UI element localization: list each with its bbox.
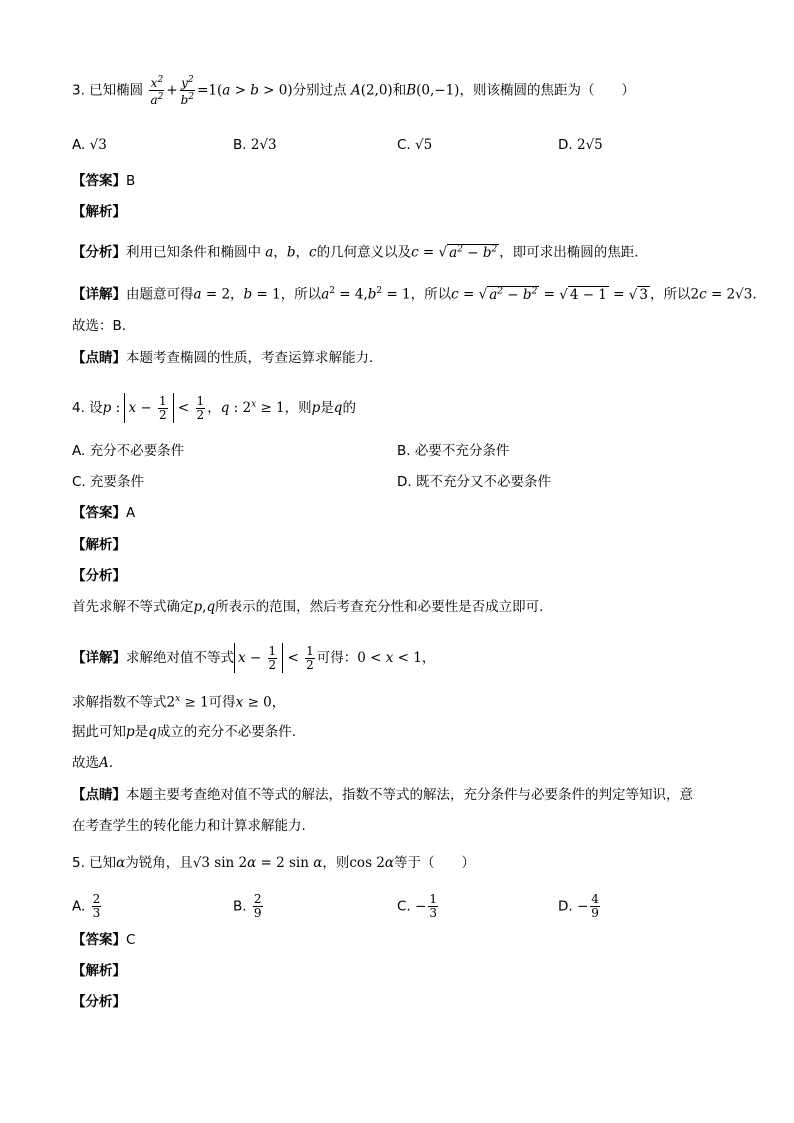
detail-text-c: ，所以 <box>410 286 452 303</box>
option-letter: A. <box>72 443 86 459</box>
q3-option-d[interactable] <box>558 135 603 155</box>
option-value: 充要条件 <box>90 474 145 490</box>
q3-frac-y: $\frac{y^2}{b^2}$ <box>180 75 195 107</box>
option-letter: B. <box>397 443 411 459</box>
fenxi-label: 【分析】 <box>72 994 126 1010</box>
fenxi-text-c: ，即可求出椭圆的焦距． <box>499 244 648 261</box>
fenxi-text: 利用已知条件和椭圆中 <box>126 244 261 261</box>
detail-label: 【详解】 <box>72 286 126 303</box>
q3-fenxi: 【分析】利用已知条件和椭圆中 a，b，c的几何意义以及c = √ $a^2 - b^2$ ，即可求出椭圆的焦距． <box>72 239 648 263</box>
q4-fenxi: 首先求解不等式确定p,q所表示的范围，然后考查充分性和必要性是否成立即可. <box>72 599 544 615</box>
answer-value: B <box>126 173 136 189</box>
q4-stem-suffix: ，则 <box>284 400 312 416</box>
detail-label: 【详解】 <box>72 650 126 666</box>
answer-value: C <box>126 932 136 948</box>
fenxi-label: 【分析】 <box>72 568 126 584</box>
option-letter: C. <box>397 898 411 915</box>
option-frac <box>92 893 102 920</box>
detail-text-b: 可得 <box>208 694 236 711</box>
frac: $\frac{1}{2}$ <box>159 393 167 422</box>
frac-num: 1 <box>429 892 437 906</box>
option-sign: − <box>415 898 427 915</box>
option-value: 必要不充分条件 <box>414 443 510 459</box>
q3-option-b[interactable] <box>233 135 277 155</box>
answer-value: A <box>126 505 136 521</box>
q3-stem-prefix: 3. 已知椭圆 <box>72 82 144 99</box>
option-value: 2√5 <box>576 137 603 153</box>
fenxi-label: 【分析】 <box>72 244 126 261</box>
q5-fenxi-heading <box>72 992 126 1012</box>
frac-den: 9 <box>591 906 599 920</box>
answer-label: 【答案】 <box>72 173 126 189</box>
q4-option-b[interactable] <box>397 441 509 461</box>
frac: $\frac{1}{2}$ <box>306 643 314 672</box>
option-value: 既不充分又不必要条件 <box>415 474 551 490</box>
q4-comment <box>72 785 693 805</box>
option-frac <box>253 893 263 920</box>
option-letter: C. <box>397 137 411 153</box>
q4-stem-prefix: 4. 设 <box>72 400 103 416</box>
frac-den: 9 <box>253 906 262 920</box>
q5-stem-a: 为锐角，且 <box>125 855 193 871</box>
analysis-label: 【解析】 <box>72 963 126 979</box>
q5-answer <box>72 930 135 950</box>
q4-stem: 4. 设p : x − $\frac{1}{2}$ < $\frac{1}{2}$ ，q : $2^x \ge 1$，则p是q的 <box>72 393 356 422</box>
q3-detail: 【详解】由题意可得a = 2，b = 1，所以$a^2 = 4,b^2 = 1$，所以c = √ $a^2 - b^2$ = √ 4 − 1 = √ 3 ，所以2c = 2√3. <box>72 281 757 305</box>
q4-detail-line3: 据此可知p是q成立的充分不必要条件. <box>72 724 297 740</box>
comment-label: 【点睛】 <box>72 787 126 803</box>
q4-conclusion: 故选A. <box>72 755 114 771</box>
option-value: √3 <box>89 137 107 153</box>
sqrt-expression: √ $a^2 - b^2$ <box>438 244 498 261</box>
q4-answer <box>72 503 135 523</box>
detail-text-b: 是 <box>134 724 149 740</box>
q5-stem-c: 等于（ ） <box>394 855 475 871</box>
q3-analysis-heading <box>72 202 126 222</box>
q4-comment-line2: 在考查学生的转化能力和计算求解能力. <box>72 818 306 834</box>
option-value: 2√3 <box>250 137 277 153</box>
q5-stem-prefix: 5. 已知 <box>72 855 117 871</box>
q3-stem-and: 和 <box>392 82 407 99</box>
q5-option-d[interactable] <box>558 893 602 920</box>
q5-option-c[interactable] <box>397 893 440 920</box>
option-letter: B. <box>233 137 247 153</box>
option-letter: C. <box>72 474 86 490</box>
q5-option-b[interactable] <box>233 893 265 920</box>
option-letter: A. <box>72 898 86 915</box>
option-sign: − <box>576 898 589 915</box>
q3-frac-x: $\frac{x^2}{a^2}$ <box>150 75 164 107</box>
abs-value: x − $\frac{1}{2}$ <box>234 643 283 673</box>
q5-analysis-heading <box>72 961 126 981</box>
frac-den: 3 <box>429 906 437 920</box>
option-frac <box>590 893 600 920</box>
q3-answer <box>72 171 135 191</box>
q3-stem: 3. 已知椭圆 $\frac{x^2}{a^2}$ + $\frac{y^2}{b^2}$ =1(a > b > 0)分别过点 A(2,0)和B(0,−1)，则该椭圆的焦距为（ ） <box>72 75 635 107</box>
conclusion-text: 故选 <box>72 755 99 771</box>
sqrt-expression: √ 4 − 1 <box>559 286 607 303</box>
fenxi-text-b: 所表示的范围，然后考查充分性和必要性是否成立即可. <box>215 599 544 615</box>
option-frac <box>428 893 438 920</box>
q3-stem-suffix: ，则该椭圆的焦距为（ ） <box>459 82 635 99</box>
analysis-label: 【解析】 <box>72 204 126 220</box>
answer-label: 【答案】 <box>72 505 126 521</box>
answer-label: 【答案】 <box>72 932 126 948</box>
sqrt-expression: √ 3 <box>628 286 648 303</box>
frac-num: 4 <box>591 892 599 906</box>
detail-text: 据此可知 <box>72 724 126 740</box>
q4-detail-line2: 求解指数不等式$2^x \ge 1$可得x ≥ 0， <box>72 694 286 711</box>
q5-stem-b: ，则 <box>322 855 350 871</box>
q5-stem: 5. 已知α为锐角，且√3 sin 2α = 2 sin α，则cos 2α等于（ ） <box>72 855 475 871</box>
comment-text: 本题主要考查绝对值不等式的解法，指数不等式的解法，充分条件与必要条件的判定等知识，意 <box>126 787 693 803</box>
frac-num: 2 <box>92 892 101 906</box>
q5-option-a[interactable] <box>72 893 103 920</box>
frac-num: 2 <box>253 892 262 906</box>
frac-den: 3 <box>92 906 101 920</box>
q3-stem-mid: 分别过点 <box>292 82 347 99</box>
fenxi-text: 首先求解不等式确定 <box>72 599 194 615</box>
detail-text: 求解指数不等式 <box>72 694 167 711</box>
analysis-label: 【解析】 <box>72 537 126 553</box>
comment-text: 本题考查椭圆的性质，考查运算求解能力． <box>126 350 383 366</box>
detail-text-c: 成立的充分不必要条件. <box>156 724 297 740</box>
q3-option-a[interactable] <box>72 135 107 155</box>
comment-label: 【点睛】 <box>72 350 126 366</box>
abs-value: x − $\frac{1}{2}$ <box>124 393 173 423</box>
q3-option-c[interactable] <box>397 135 432 155</box>
detail-text-d: ，所以 <box>650 286 691 303</box>
option-letter: D. <box>558 137 573 153</box>
q3-comment <box>72 348 383 368</box>
q4-option-c[interactable] <box>72 472 144 492</box>
frac: $\frac{1}{2}$ <box>268 643 277 672</box>
q3-conclusion: 故选：B. <box>72 318 127 334</box>
option-letter: A. <box>72 137 86 153</box>
q4-detail: 【详解】求解绝对值不等式 x − $\frac{1}{2}$ < $\frac{1}{2}$ 可得：0 < x < 1， <box>72 643 436 672</box>
option-letter: D. <box>558 898 573 915</box>
q4-fenxi-heading <box>72 566 126 586</box>
q4-analysis-heading <box>72 535 126 555</box>
q4-option-a[interactable] <box>72 441 184 461</box>
detail-text-b: 可得： <box>316 650 358 666</box>
option-letter: B. <box>233 898 247 915</box>
sqrt-expression: √ $a^2 - b^2$ <box>478 286 538 303</box>
detail-text: 由题意可得 <box>126 286 194 303</box>
q4-stem-is: 是 <box>320 400 334 416</box>
q4-option-d[interactable] <box>397 472 551 492</box>
detail-text: 求解绝对值不等式 <box>126 650 234 666</box>
detail-text-b: ，所以 <box>280 286 322 303</box>
option-letter: D. <box>397 474 412 490</box>
option-value: 充分不必要条件 <box>89 443 185 459</box>
option-value: √5 <box>415 137 433 153</box>
q4-stem-end: 的 <box>342 400 356 416</box>
fenxi-text-b: 的几何意义以及 <box>316 244 412 261</box>
frac: $\frac{1}{2}$ <box>196 393 205 422</box>
